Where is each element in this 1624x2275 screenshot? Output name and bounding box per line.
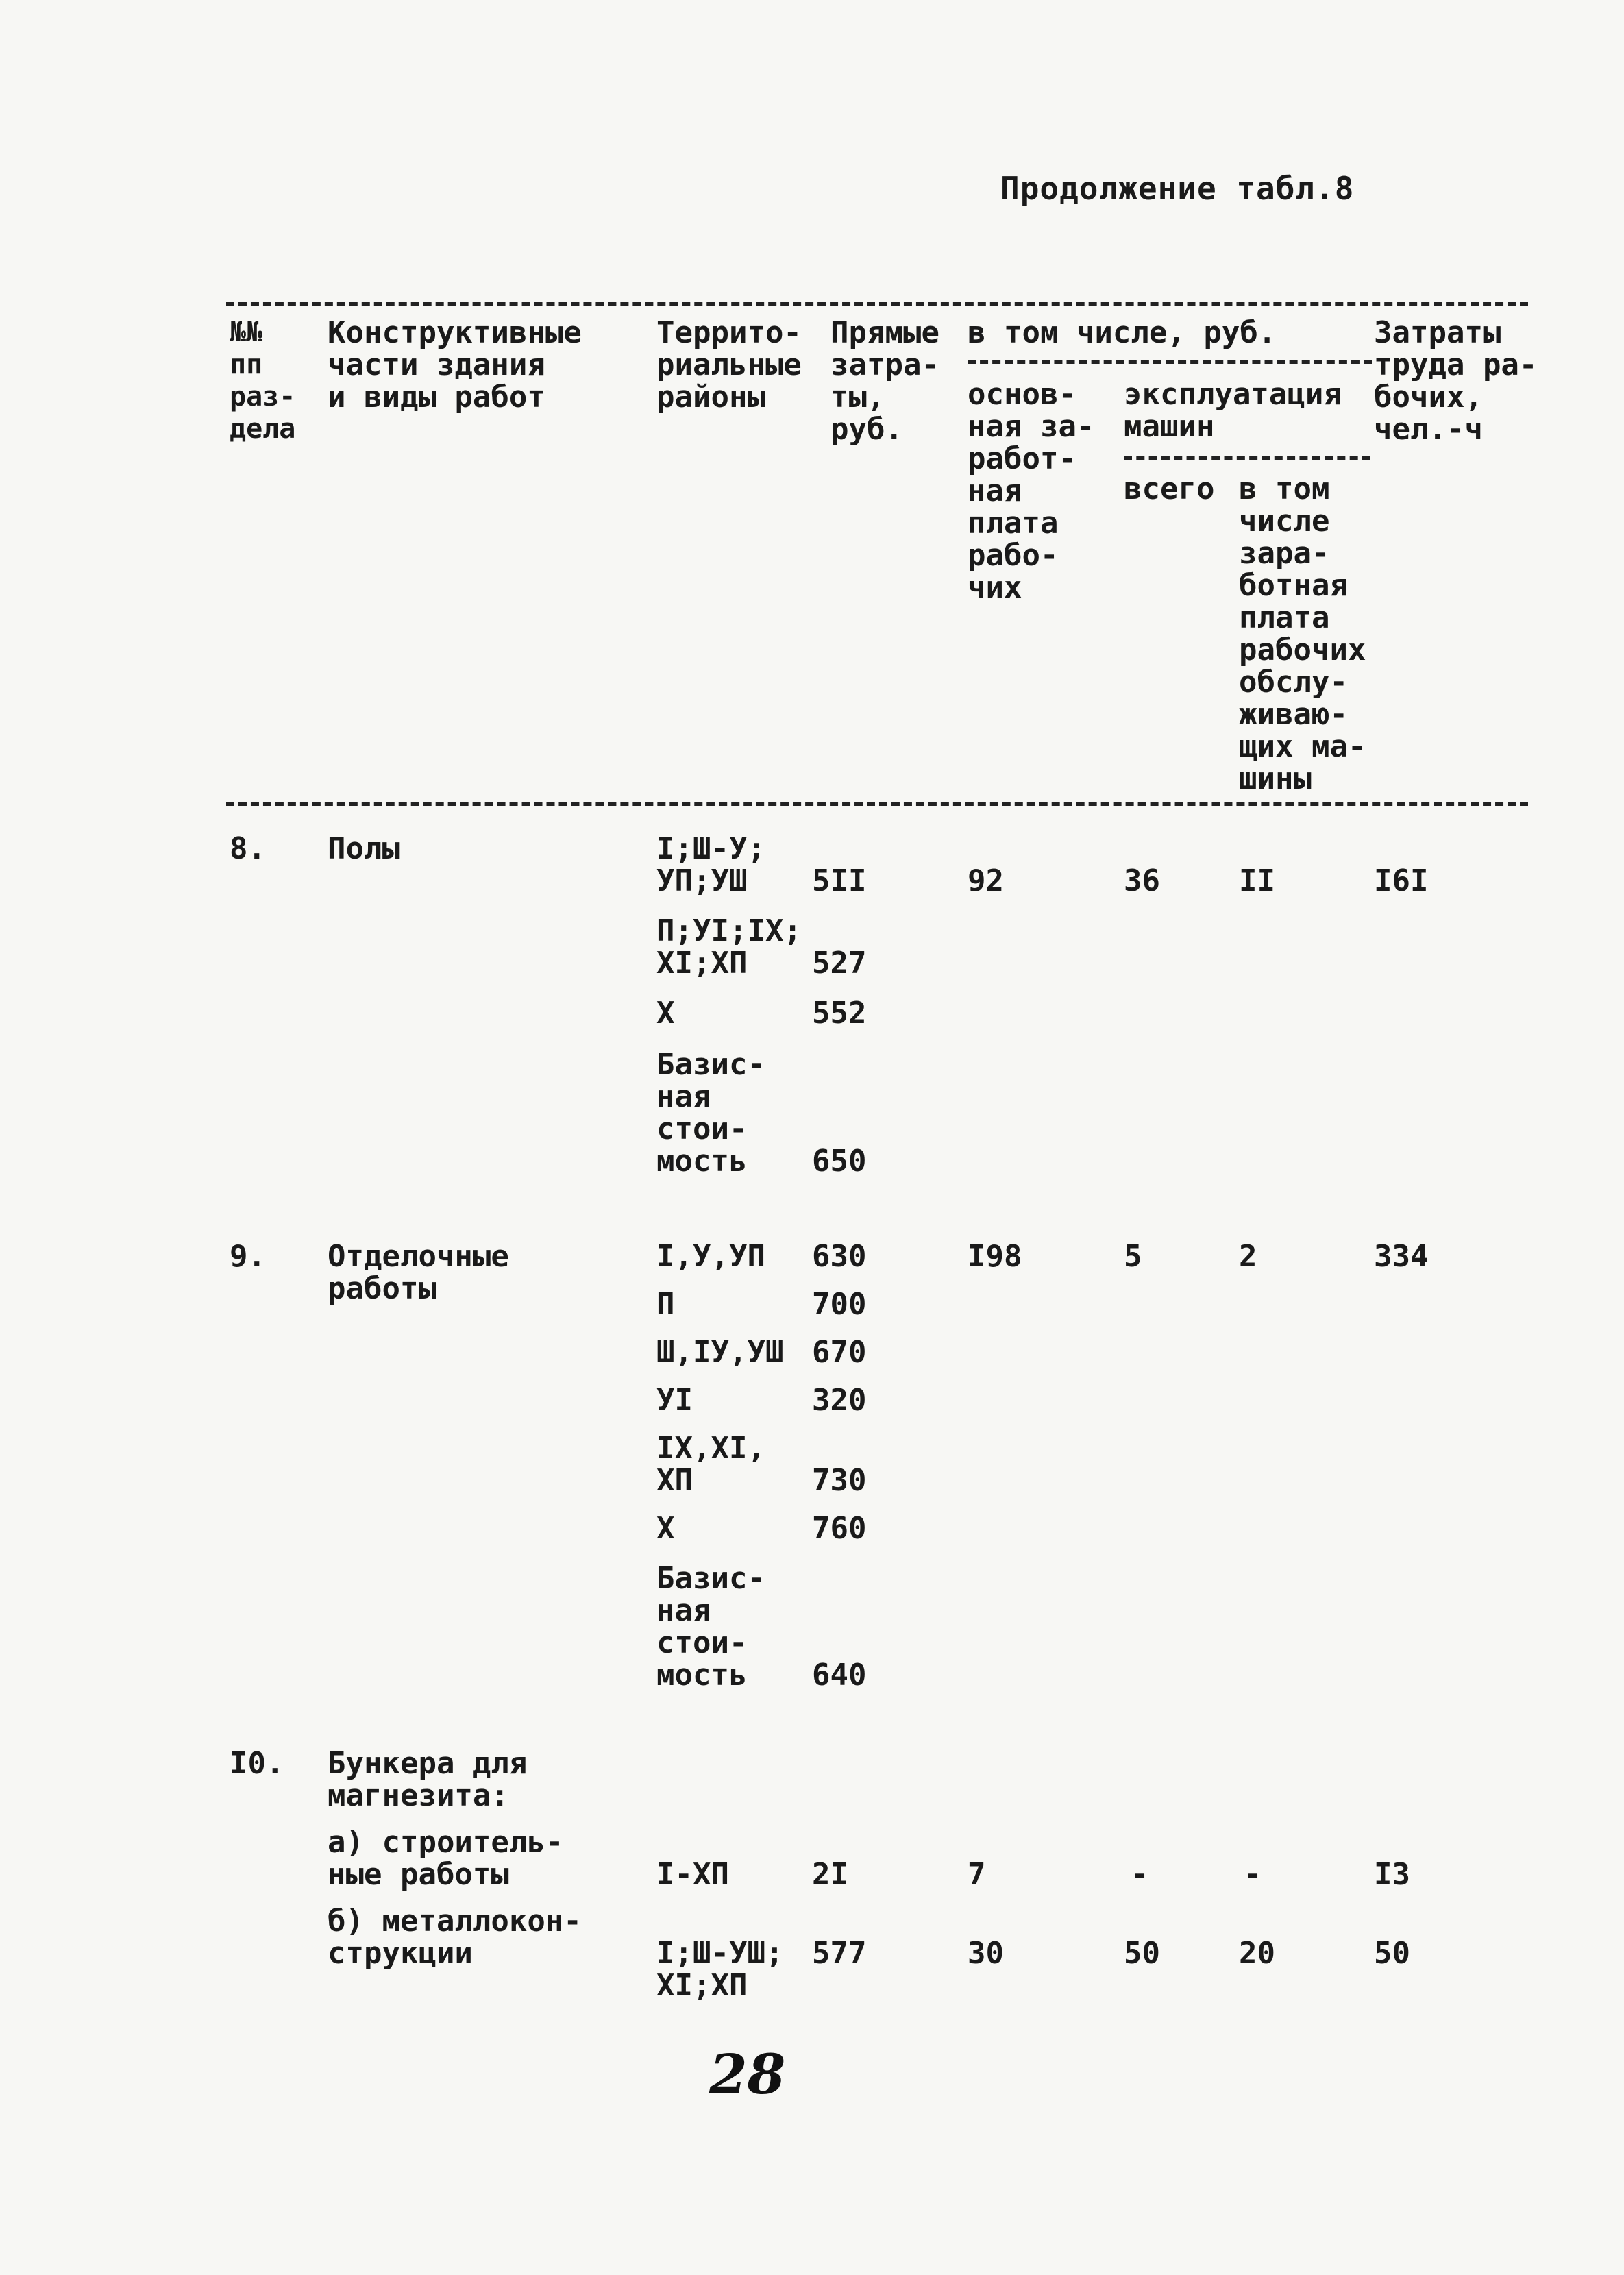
header-including-wage: в том числе зара- ботная плата рабочих обслу- живаю- щих ма- шины [1239, 471, 1366, 796]
region-cell: I;Ш-УШ; XI;XП [656, 1936, 784, 2003]
header-machine-exploitation: эксплуатация машин [1124, 377, 1342, 444]
region-cell: I;Ш-У; УП;УШ [656, 831, 765, 898]
page-number: 28 [709, 2042, 786, 2106]
region-cell: П;УI;IX; XI;XП [656, 913, 802, 981]
machine-wage-cell: - [1244, 1857, 1262, 1892]
region-cell: Ш,IУ,УШ [656, 1335, 784, 1370]
region-cell: П [656, 1287, 675, 1322]
header-total: всего [1124, 471, 1215, 506]
table-top-rule [226, 302, 1528, 306]
header-bottom-rule [226, 802, 1528, 806]
cost-cell: 320 [812, 1383, 867, 1418]
subsection-name: а) строитель- ные работы [328, 1825, 564, 1892]
subsection-name: б) металлокон- струкции [328, 1904, 582, 1971]
table-caption: Продолжение табл.8 [1000, 170, 1355, 207]
section-number: I0. [230, 1746, 284, 1781]
machine-total-cell: - [1131, 1857, 1149, 1892]
region-cell: УI [656, 1383, 693, 1418]
section-name: Бункера для магнезита: [328, 1746, 528, 1813]
header-regions: Террито- риальные районы [656, 315, 802, 415]
machine-wage-cell: 20 [1239, 1936, 1275, 1971]
cost-cell: 730 [812, 1463, 867, 1498]
machine-wage-cell: 2 [1239, 1239, 1257, 1274]
region-cell: Базис- ная стои- мость [656, 1561, 765, 1693]
region-cell: IX,XI, XП [656, 1431, 765, 1498]
header-exploitation-rule [1124, 456, 1370, 460]
basic-wage-cell: 92 [968, 863, 1004, 898]
cost-cell: 527 [812, 946, 867, 981]
section-number: 9. [230, 1239, 266, 1274]
labor-cell: I3 [1374, 1857, 1410, 1892]
region-cell: X [656, 996, 675, 1031]
labor-cell: 50 [1374, 1936, 1410, 1971]
header-direct-costs: Прямые затра- ты, руб. [831, 315, 939, 447]
header-parts: Конструктивные части здания и виды работ [328, 315, 582, 415]
machine-total-cell: 36 [1124, 863, 1160, 898]
machine-total-cell: 50 [1124, 1936, 1160, 1971]
header-including-rule [968, 360, 1372, 364]
section-number: 8. [230, 831, 266, 866]
cost-cell: 700 [812, 1287, 867, 1322]
cost-cell: 552 [812, 996, 867, 1031]
region-cell: X [656, 1511, 675, 1546]
basic-wage-cell: 30 [968, 1936, 1004, 1971]
labor-cell: I6I [1374, 863, 1429, 898]
cost-cell: 640 [812, 1658, 867, 1693]
region-cell: Базис- ная стои- мость [656, 1047, 765, 1179]
basic-wage-cell: 7 [968, 1857, 986, 1892]
machine-wage-cell: II [1239, 863, 1275, 898]
cost-cell: 630 [812, 1239, 867, 1274]
machine-total-cell: 5 [1124, 1239, 1142, 1274]
section-name: Отделочные работы [328, 1239, 509, 1306]
header-basic-wage: основ- ная за- работ- ная плата рабо- чих [968, 377, 1095, 605]
section-name: Полы [328, 831, 400, 866]
cost-cell: 650 [812, 1144, 867, 1179]
cost-cell: 2I [812, 1857, 848, 1892]
labor-cell: 334 [1374, 1239, 1429, 1274]
header-labor: Затраты труда ра- бочих, чел.-ч [1374, 315, 1538, 447]
region-cell: I-XП [656, 1857, 729, 1892]
header-including: в том числе, руб. [968, 315, 1277, 350]
basic-wage-cell: I98 [968, 1239, 1022, 1274]
cost-cell: 5II [812, 863, 867, 898]
cost-cell: 577 [812, 1936, 867, 1971]
header-number: №№ пп раз- дела [230, 317, 296, 445]
cost-cell: 760 [812, 1511, 867, 1546]
region-cell: I,У,УП [656, 1239, 765, 1274]
cost-cell: 670 [812, 1335, 867, 1370]
